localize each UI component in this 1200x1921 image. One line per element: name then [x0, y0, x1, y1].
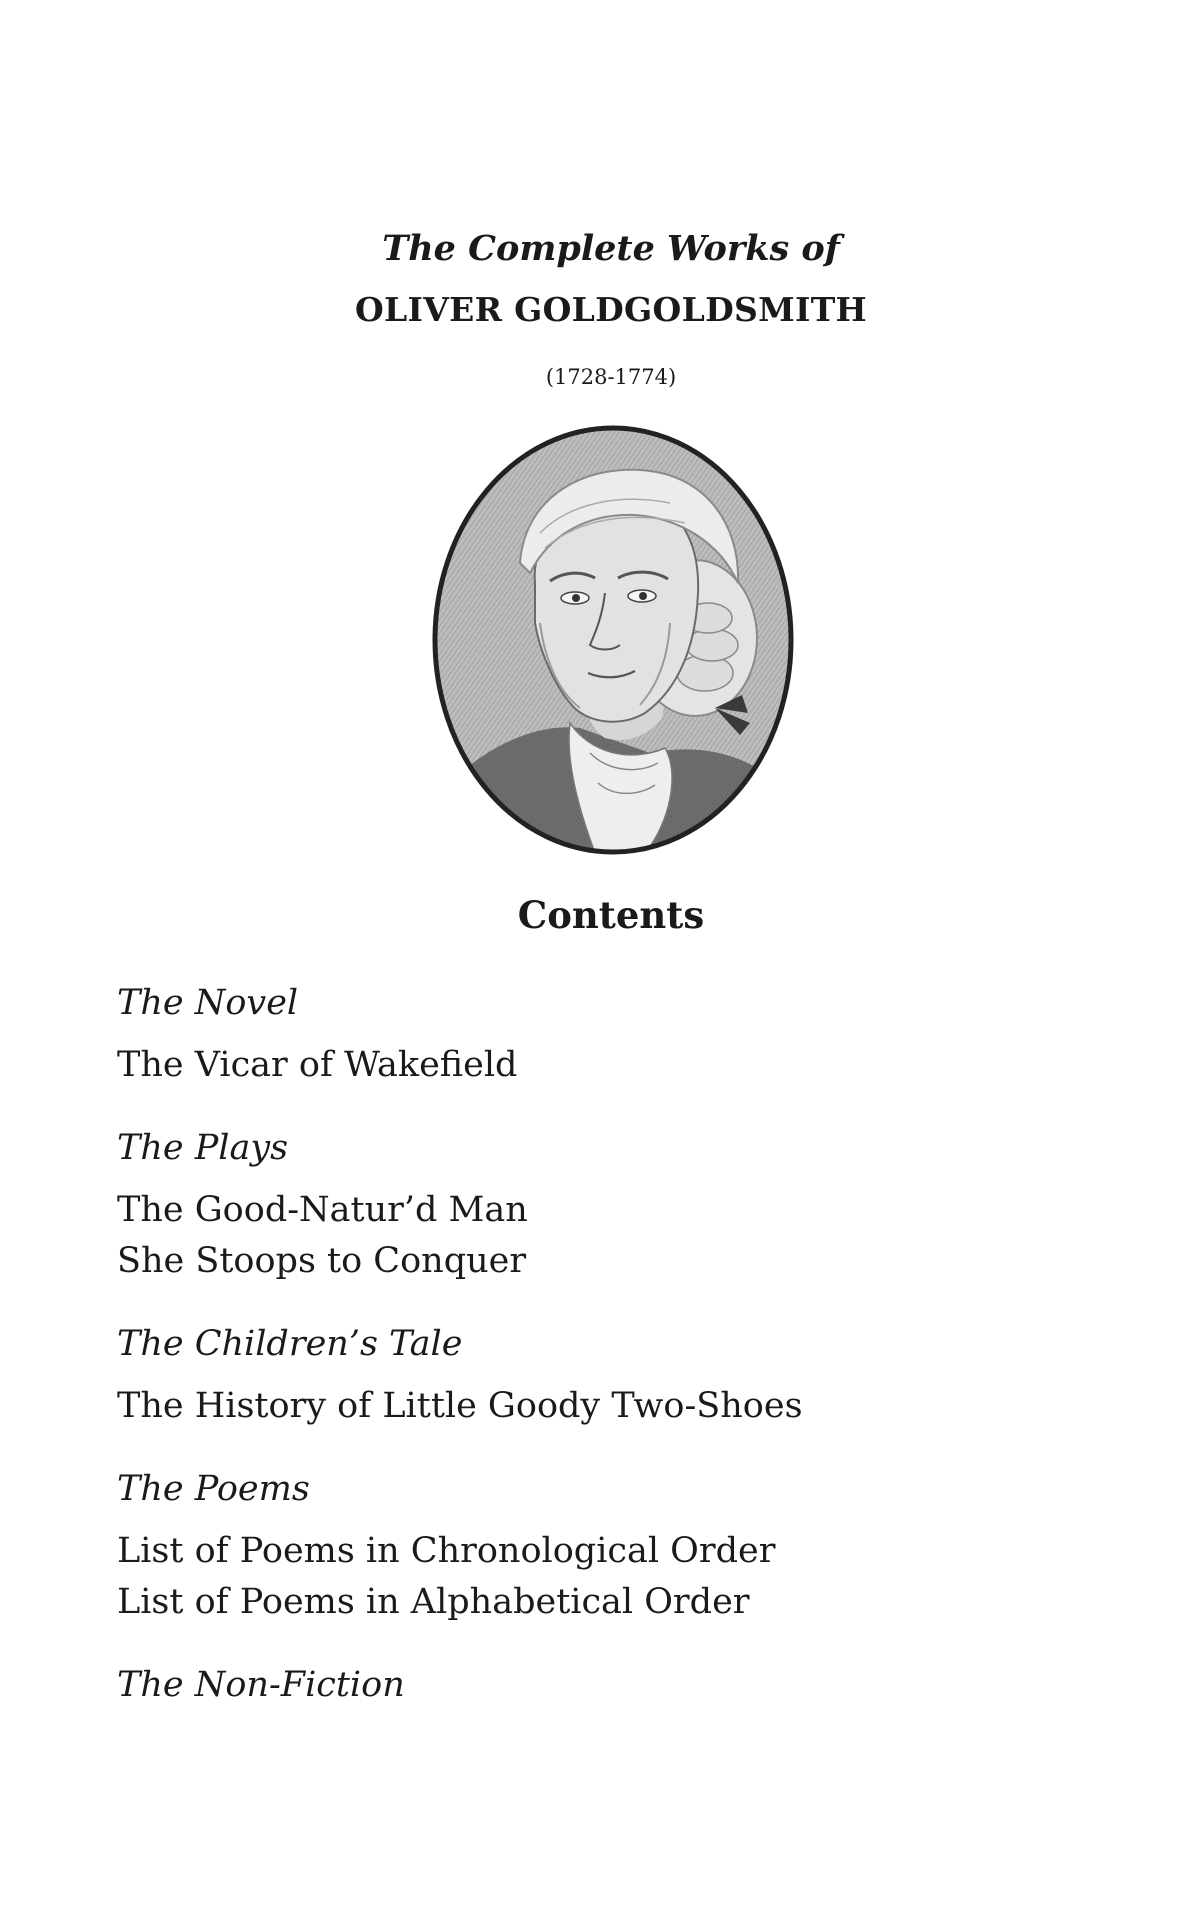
toc-link-goody-two-shoes[interactable]: The History of Little Goody Two-Shoes — [117, 1386, 803, 1426]
toc-section-title: The Novel — [117, 983, 299, 1023]
toc-section-poems — [117, 1468, 1117, 1628]
series-title: The Complete Works of — [382, 228, 840, 269]
author-name: OLIVER GOLDGOLDSMITH — [354, 290, 868, 329]
toc-section-plays — [117, 1127, 1117, 1287]
toc-section-non-fiction — [117, 1664, 1117, 1706]
contents-heading: Contents — [517, 893, 705, 937]
toc-section-title: The Children’s Tale — [117, 1324, 463, 1364]
toc-section-title: The Poems — [117, 1469, 310, 1509]
toc-link-good-naturd-man[interactable]: The Good-Natur’d Man — [117, 1190, 528, 1230]
table-of-contents — [117, 982, 1117, 1742]
author-dates: (1728-1774) — [545, 365, 677, 389]
toc-link-vicar-of-wakefield[interactable]: The Vicar of Wakefield — [117, 1045, 518, 1085]
portrait-engraving-icon — [430, 423, 796, 857]
toc-link-she-stoops-to-conquer[interactable]: She Stoops to Conquer — [117, 1241, 527, 1281]
toc-section-childrens-tale — [117, 1323, 1117, 1432]
toc-link-poems-alphabetical[interactable]: List of Poems in Alphabetical Order — [117, 1582, 750, 1622]
toc-section-title: The Plays — [117, 1128, 289, 1168]
toc-section-novel — [117, 982, 1117, 1091]
toc-section-title: The Non-Fiction — [117, 1665, 405, 1705]
toc-link-poems-chronological[interactable]: List of Poems in Chronological Order — [117, 1531, 776, 1571]
